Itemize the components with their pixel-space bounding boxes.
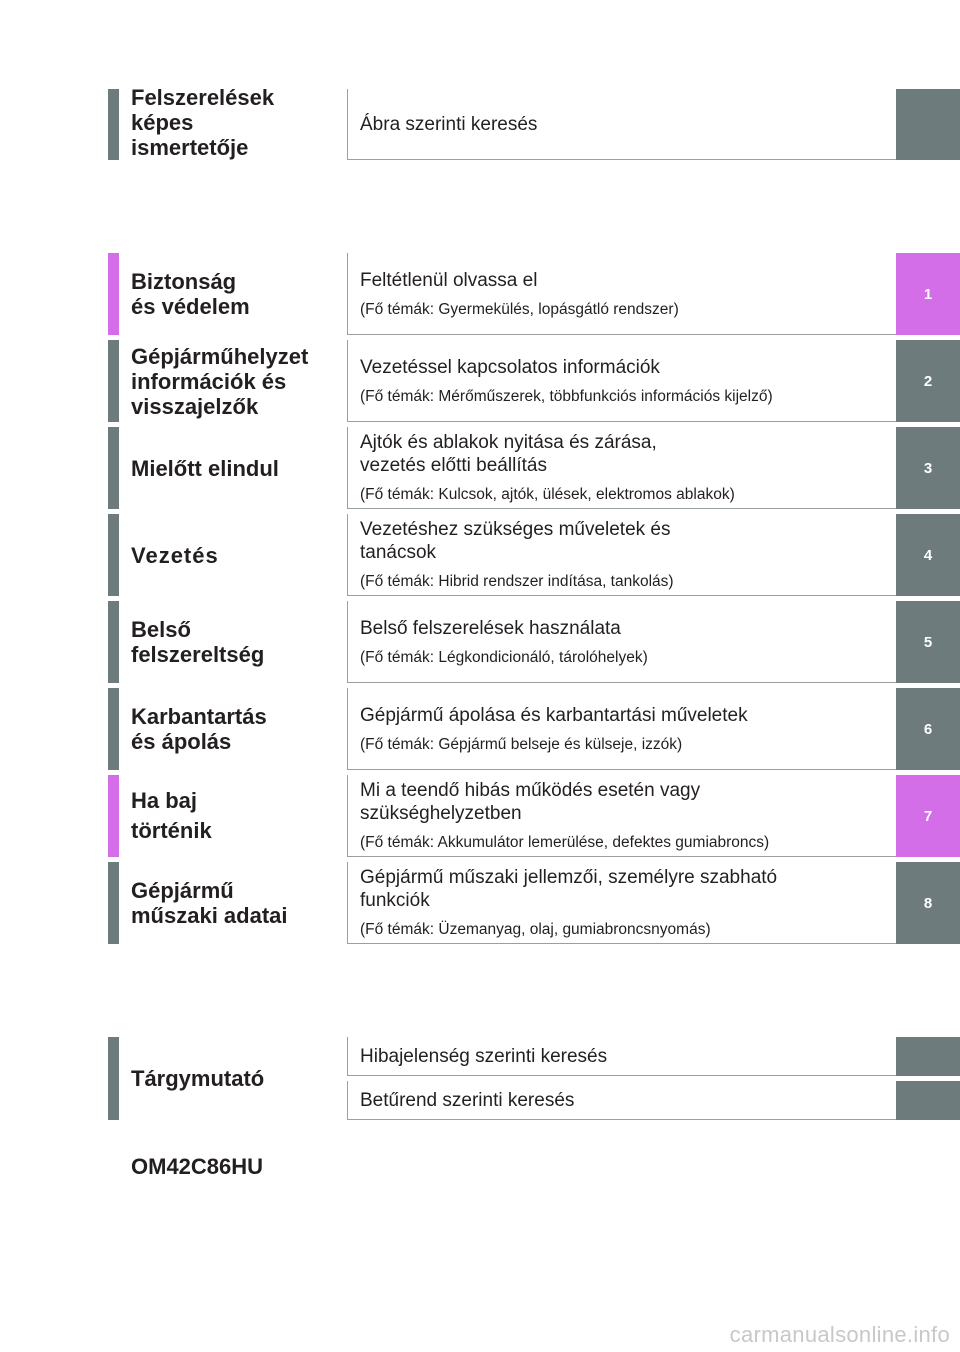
title-line: Mielőtt elindul [131,455,279,481]
topics-text: (Fő témák: Gépjármű belseje és külseje, izzók) [360,735,683,753]
section-bar [108,862,119,944]
title-line: történik [131,818,212,843]
chapter-4-description[interactable] [347,514,896,596]
chapter-8-title [131,862,336,944]
description-text: szükséghelyzetben [360,803,522,824]
title-line: Gépjármű [131,878,234,903]
section-bar [108,340,119,422]
chapter-6-description[interactable] [347,688,896,770]
chapter-1-row[interactable] [0,253,960,335]
chapter-1-description[interactable] [347,253,896,335]
chapter-3-row[interactable] [0,427,960,509]
description-text: tanácsok [360,542,437,563]
description-text: funkciók [360,890,430,911]
section-bar [108,253,119,335]
section-bar [108,775,119,857]
description-text: Feltétlenül olvassa el [360,269,538,291]
description-text: Mi a teendő hibás működés esetén vagy [360,780,701,801]
topics-text: (Fő témák: Mérőműszerek, többfunkciós információs kijelző) [360,387,773,405]
chapter-6-row[interactable] [0,688,960,770]
title-line: Felszerelések [131,85,275,110]
title-line: Karbantartás [131,704,267,729]
index-item-tab[interactable] [896,1037,960,1076]
description-text: Gépjármű műszaki jellemzői, személyre szabható [360,867,778,888]
pictorial-index-title [131,85,336,160]
topics-text: (Fő témák: Üzemanyag, olaj, gumiabroncsnyomás) [360,921,711,938]
chapter-2-description[interactable] [347,340,896,422]
pictorial-index-tab[interactable] [896,89,960,160]
chapter-6-tab[interactable]: 6 [896,688,960,770]
chapter-5-title [131,601,336,683]
chapter-2-tab[interactable]: 2 [896,340,960,422]
index-item-description[interactable] [347,1081,896,1120]
watermark: carmanualsonline.info [729,1322,950,1347]
title-line: és ápolás [131,729,232,754]
title-line: képes [131,110,194,135]
title-line: visszajelzők [131,393,259,419]
pictorial-index-row[interactable] [0,85,960,160]
chapter-2-row[interactable] [0,340,960,422]
section-bar [108,514,119,596]
description-text: Vezetéssel kapcsolatos információk [360,356,660,378]
title-line: Biztonság [131,269,237,294]
chapter-7-tab[interactable]: 7 [896,775,960,857]
index-item-label: Hibajelenség szerinti keresés [360,1045,608,1067]
chapter-8-row[interactable] [0,862,960,944]
chapter-1-tab[interactable]: 1 [896,253,960,335]
chapter-5-description[interactable] [347,601,896,683]
index-item-tab[interactable] [896,1081,960,1120]
title-line: Belső [131,617,191,642]
title-line: és védelem [131,294,250,319]
section-bar [108,427,119,509]
chapter-6-title [131,688,336,770]
title-line: felszereltség [131,642,265,667]
topics-text: (Fő témák: Kulcsok, ajtók, ülések, elektromos ablakok) [360,486,735,503]
title-line: Ha baj [131,788,198,813]
title-line: Vezetés [131,542,219,568]
topics-text: (Fő témák: Gyermekülés, lopásgátló rendszer) [360,300,679,318]
title-line: ismertetője [131,135,249,160]
pictorial-index-description[interactable] [347,89,896,160]
title-line: információk és [131,368,287,394]
index-item-alphabetical-search[interactable] [0,1081,960,1120]
description-text: Belső felszerelések használata [360,617,621,639]
index-item-description[interactable] [347,1037,896,1076]
topics-text: (Fő témák: Légkondicionáló, tárolóhelyek) [360,648,648,666]
chapter-3-title [131,427,336,509]
description-text: Ajtók és ablakok nyitása és zárása, [360,432,657,453]
chapter-8-tab[interactable]: 8 [896,862,960,944]
chapter-3-tab[interactable]: 3 [896,427,960,509]
chapter-8-description[interactable] [347,862,896,944]
description-text: vezetés előtti beállítás [360,455,547,476]
description-text: Ábra szerinti keresés [360,113,538,135]
chapter-5-row[interactable] [0,601,960,683]
manual-code: OM42C86HU [131,1154,264,1179]
index-item-label: Betűrend szerinti keresés [360,1089,575,1111]
section-bar [108,89,119,160]
chapter-2-title [131,340,336,422]
chapter-7-row[interactable] [0,775,960,857]
chapter-3-description[interactable] [347,427,896,509]
description-text: Vezetéshez szükséges műveletek és [360,519,671,540]
section-bar [108,601,119,683]
chapter-4-tab[interactable]: 4 [896,514,960,596]
title-line: Tárgymutató [131,1066,265,1091]
topics-text: (Fő témák: Hibrid rendszer indítása, tankolás) [360,573,674,590]
chapter-7-description[interactable] [347,775,896,857]
description-text: Gépjármű ápolása és karbantartási műveletek [360,704,748,726]
chapter-5-tab[interactable]: 5 [896,601,960,683]
index-item-symptom-search[interactable] [0,1037,960,1076]
title-line: műszaki adatai [131,903,288,928]
title-line: Gépjárműhelyzet [131,343,309,369]
chapter-7-title [131,775,336,857]
chapter-1-title [131,253,336,335]
section-bar [108,688,119,770]
topics-text: (Fő témák: Akkumulátor lemerülése, defektes gumiabroncs) [360,834,770,851]
chapter-4-row[interactable] [0,514,960,596]
chapter-4-title [131,514,336,596]
